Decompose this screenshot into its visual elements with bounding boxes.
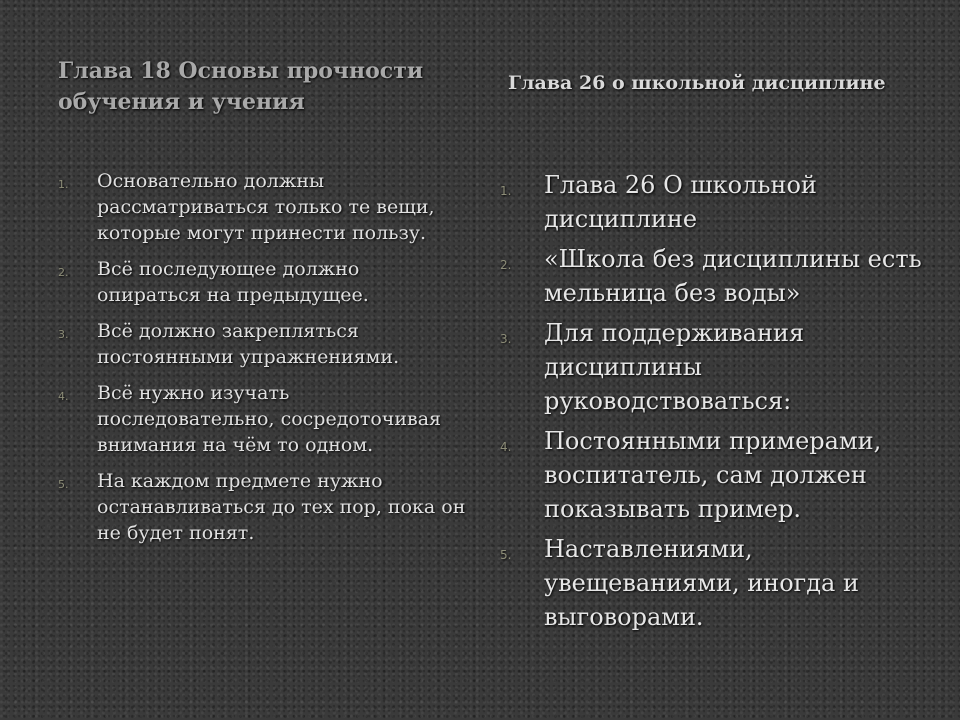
list-number: 3. [58,328,69,341]
list-item-text: Наставлениями, увещеваниями, иногда и выговорами. [544,535,859,631]
list-item-text: Постоянными примерами, воспитатель, сам должен показывать пример. [544,427,882,523]
list-number: 3. [500,332,512,346]
list-item-text: Глава 26 О школьной дисциплине [544,171,817,233]
list-item [58,256,468,308]
list-item-text: «Школа без дисциплины есть мельница без воды» [544,245,922,307]
list-number: 2. [58,266,69,279]
list-number: 5. [58,478,69,491]
list-number: 2. [500,258,512,272]
right-heading: Глава 26 о школьной дисциплине [508,72,886,94]
list-item [500,316,930,418]
left-heading: Глава 18 Основы прочности обучения и учения [58,58,424,115]
list-item [58,380,468,458]
list-number: 1. [500,184,512,198]
list-number: 4. [500,440,512,454]
list-item [500,242,930,310]
right-numbered-list [500,168,930,640]
list-item [500,532,930,634]
list-item [500,424,930,526]
list-item-text: Всё нужно изучать последовательно, сосредоточивая внимания на чём то одном. [97,382,442,456]
list-item [58,318,468,370]
list-number: 1. [58,178,69,191]
list-item-text: На каждом предмете нужно останавливаться до тех пор, пока он не будет понят. [97,470,466,544]
list-item-text: Для поддерживания дисциплины руководствоваться: [544,319,805,415]
list-item-text: Основательно должны рассматриваться только те вещи, которые могут принести пользу. [97,170,435,244]
left-numbered-list [58,168,468,556]
list-item [500,168,930,236]
list-number: 5. [500,548,512,562]
list-item [58,168,468,246]
list-item [58,468,468,546]
list-item-text: Всё должно закрепляться постоянными упражнениями. [97,320,400,368]
list-item-text: Всё последующее должно опираться на предыдущее. [97,258,369,306]
list-number: 4. [58,390,69,403]
